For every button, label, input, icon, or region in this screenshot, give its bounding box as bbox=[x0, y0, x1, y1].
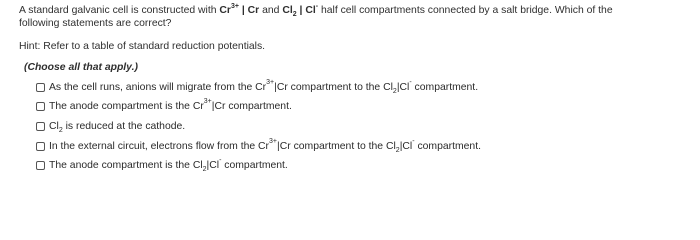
hint-text: Hint: Refer to a table of standard reduction potentials. bbox=[19, 41, 266, 52]
checkbox[interactable] bbox=[36, 142, 45, 151]
checkbox[interactable] bbox=[36, 83, 45, 92]
option-4-label: In the external circuit, electrons flow from the $Cr^{3+}|Cr$ compartment to the $Cl_2|Cl^-$ compartment. bbox=[49, 138, 481, 154]
option-5[interactable] bbox=[36, 158, 288, 172]
option-2-label: The anode compartment is the $Cr^{3+}|Cr$ compartment. bbox=[49, 98, 292, 112]
option-1-label: As the cell runs, anions will migrate from the $Cr^{3+}|Cr$ compartment to the $Cl_2|Cl^-$ compartment. bbox=[49, 79, 479, 95]
option-3-label: $Cl_2$ is reduced at the cathode. bbox=[49, 120, 186, 134]
half-cell-cr: $Cr^{3+}$ | Cr bbox=[219, 2, 260, 16]
checkbox[interactable] bbox=[36, 102, 45, 111]
option-3[interactable] bbox=[36, 119, 185, 133]
half-cell-cl: $Cl_2$ | Cl- bbox=[282, 2, 319, 19]
checkbox[interactable] bbox=[36, 161, 45, 170]
instruction-text: (Choose all that apply.) bbox=[24, 62, 138, 73]
checkbox[interactable] bbox=[36, 122, 45, 131]
question-text: A standard galvanic cell is constructed with $Cr^{3+}$ | Cr and $Cl_2$ | Cl- half cell compartments connected by a salt bridge. Which of the following statements are correct? bbox=[19, 2, 613, 29]
option-1[interactable] bbox=[36, 80, 478, 94]
option-2[interactable] bbox=[36, 99, 292, 113]
option-5-label: The anode compartment is the $Cl_2|Cl^-$ compartment. bbox=[49, 157, 288, 173]
option-4[interactable] bbox=[36, 139, 481, 153]
